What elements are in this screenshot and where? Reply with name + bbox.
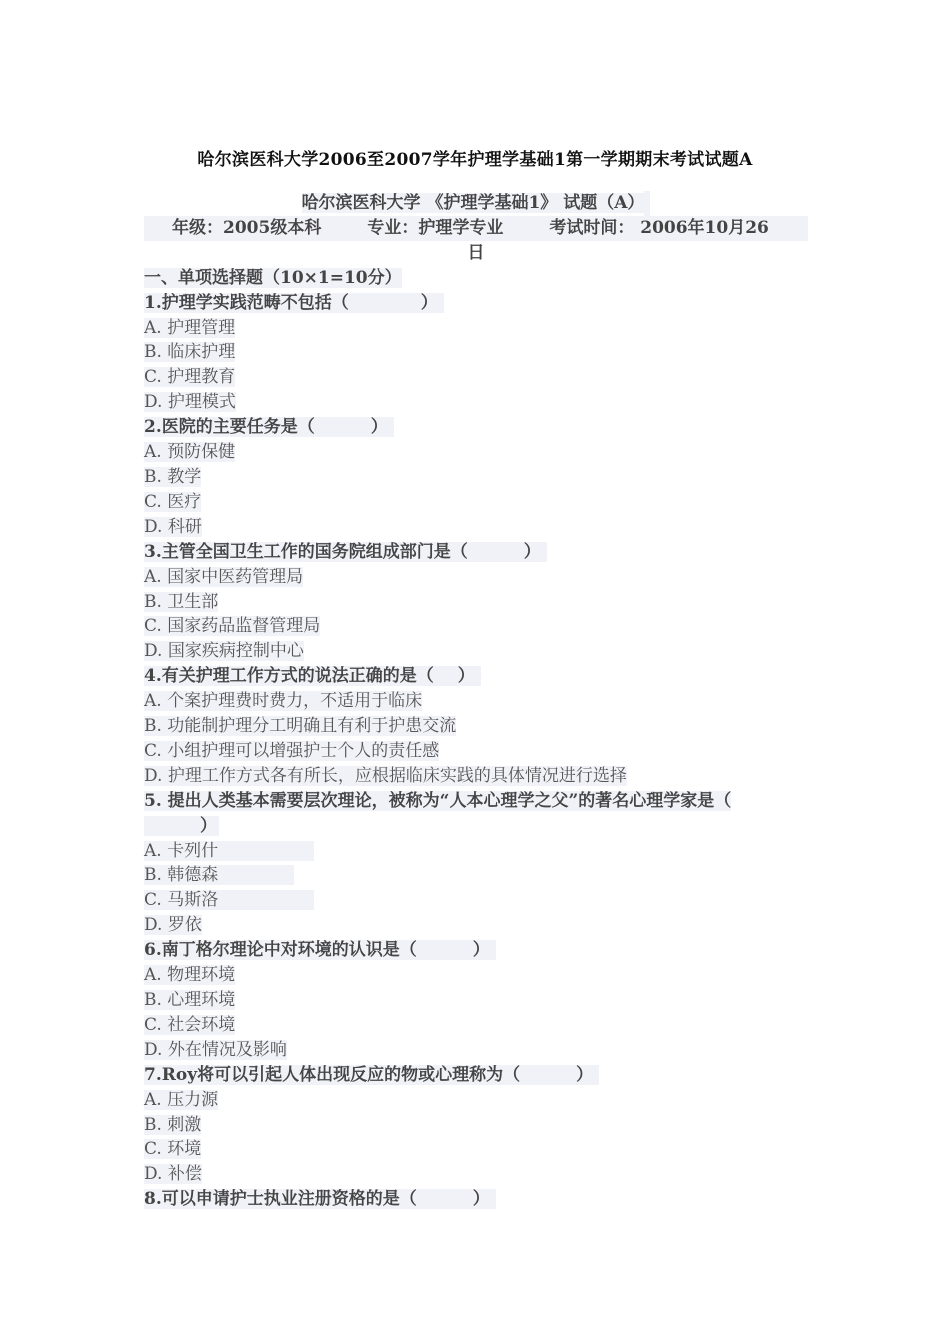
question-1-text: 1.护理学实践范畴不包括（ (144, 292, 349, 313)
option-1d: D. 护理模式 (144, 392, 236, 413)
question-7 (144, 1063, 808, 1088)
question-2-close: ） (370, 417, 388, 438)
option-1c: C. 护理教育 (144, 367, 236, 388)
question-4-close: ） (457, 666, 475, 687)
section-title (144, 266, 808, 291)
option-3c: C. 国家药品监督管理局 (144, 616, 321, 637)
option-2a: A. 预防保健 (144, 442, 236, 463)
question-6-text: 6.南丁格尔理论中对环境的认识是（ (144, 940, 417, 961)
question-5-text: 5. 提出人类基本需要层次理论，被称为“人本心理学之父”的著名心理学家是（ (144, 790, 732, 811)
question-3-text: 3.主管全国卫生工作的国务院组成部门是（ (144, 541, 468, 562)
question-3 (144, 540, 808, 565)
exam-time-wrap: 日 (467, 242, 485, 263)
option-4b: B. 功能制护理分工明确且有利于护患交流 (144, 716, 457, 737)
option-2d: D. 科研 (144, 516, 202, 537)
option-5c: C. 马斯洛 (144, 888, 808, 913)
exam-time: 考试时间： 2006年10月26 (549, 217, 769, 238)
option-4a: A. 个案护理费时费力，不适用于临床 (144, 691, 423, 712)
option-1b: B. 临床护理 (144, 342, 236, 363)
option-7d: D. 补偿 (144, 1164, 202, 1185)
question-2 (144, 415, 808, 440)
option-4c: C. 小组护理可以增强护士个人的责任感 (144, 740, 440, 761)
option-4d: D. 护理工作方式各有所长，应根据临床实践的具体情况进行选择 (144, 765, 627, 786)
option-2b: B. 教学 (144, 466, 202, 487)
document-title: 哈尔滨医科大学2006至2007学年护理学基础1第一学期期末考试试题A (197, 150, 753, 170)
question-1-close: ） (420, 292, 438, 313)
question-6-close: ） (472, 940, 490, 961)
option-3d: D. 国家疾病控制中心 (144, 641, 304, 662)
option-2c: C. 医疗 (144, 491, 202, 512)
option-1a: A. 护理管理 (144, 317, 236, 338)
option-7c: C. 环境 (144, 1139, 202, 1160)
question-7-text: 7.Roy将可以引起人体出现反应的物或心理称为（ (144, 1064, 521, 1085)
option-5b: B. 韩德森 (144, 863, 808, 888)
option-3a: A. 国家中医药管理局 (144, 566, 304, 587)
option-6b: B. 心理环境 (144, 990, 236, 1010)
section-title-text: 一、单项选择题（10×1=10分） (144, 267, 402, 288)
exam-grade: 年级：2005级本科 (172, 217, 322, 238)
option-7a: A. 压力源 (144, 1089, 219, 1110)
exam-subtitle-text: 哈尔滨医科大学 《护理学基础1》 试题（A） (301, 193, 645, 213)
exam-subtitle (144, 191, 808, 216)
option-6c: C. 社会环境 (144, 1014, 236, 1035)
question-8-close: ） (472, 1189, 490, 1210)
question-2-text: 2.医院的主要任务是（ (144, 417, 315, 438)
option-5a: A. 卡列什 (144, 839, 808, 864)
question-8-text: 8.可以申请护士执业注册资格的是（ (144, 1189, 417, 1210)
option-7b: B. 刺激 (144, 1114, 202, 1135)
question-8 (144, 1187, 808, 1212)
question-3-close: ） (523, 541, 541, 562)
question-5 (144, 789, 808, 814)
question-6 (144, 938, 808, 963)
option-3b: B. 卫生部 (144, 591, 219, 612)
option-5d: D. 罗依 (144, 915, 202, 936)
document-body (144, 191, 808, 1212)
question-1 (144, 291, 808, 316)
exam-meta (144, 216, 808, 241)
option-6a: A. 物理环境 (144, 965, 236, 986)
exam-major: 专业：护理学专业 (367, 217, 504, 238)
question-4-text: 4.有关护理工作方式的说法正确的是（ (144, 666, 434, 687)
option-6d: D. 外在情况及影响 (144, 1039, 287, 1060)
question-5-close: ） (200, 815, 217, 836)
question-4 (144, 664, 808, 689)
question-7-close: ） (576, 1064, 594, 1085)
question-5-wrap (144, 814, 808, 839)
